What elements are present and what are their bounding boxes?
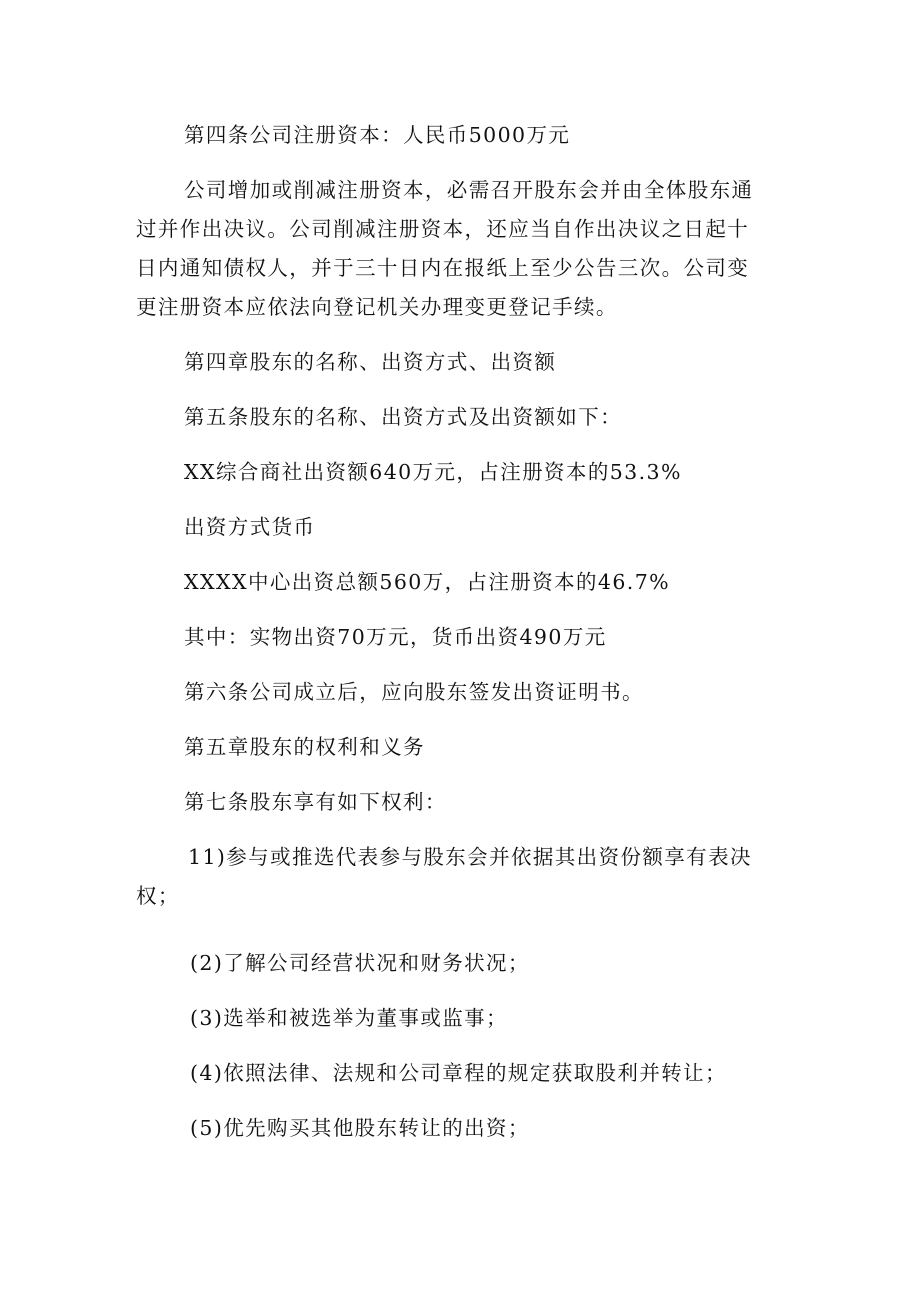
text-line: 11)参与或推选代表参与股东会并依据其出资份额享有表决 (188, 845, 752, 869)
text-line: (4)依照法律、法规和公司章程的规定获取股利并转让； (190, 1061, 727, 1085)
paragraph-article-7 (136, 783, 790, 822)
text-line: 日内通知债权人，并于三十日内在报纸上至少公告三次。公司变 (136, 256, 750, 280)
text-line: 第四条公司注册资本：人民币5000万元 (184, 123, 571, 147)
text-line: (3)选举和被选举为董事或监事； (190, 1006, 508, 1030)
text-line: 第六条公司成立后，应向股东签发出资证明书。 (184, 680, 644, 704)
paragraph-capital-change (136, 171, 790, 327)
text-line: (2)了解公司经营状况和财务状况； (190, 951, 530, 975)
text-line: 更注册资本应依法向登记机关办理变更登记手续。 (136, 295, 618, 319)
paragraph-article-4 (136, 116, 790, 155)
text-line: 公司增加或削减注册资本，必需召开股东会并由全体股东通 (184, 178, 754, 202)
chapter-5-heading (136, 728, 790, 767)
text-line: XXXX中心出资总额560万，占注册资本的46.7% (184, 570, 671, 594)
text-line: 其中：实物出资70万元，货币出资490万元 (184, 625, 607, 649)
document-body (136, 116, 790, 1164)
list-item-right-5 (136, 1109, 790, 1148)
list-item-right-3 (136, 999, 790, 1038)
paragraph-shareholder-1 (136, 453, 790, 492)
text-line: 第七条股东享有如下权利： (184, 790, 447, 814)
text-line: 过并作出决议。公司削减注册资本，还应当自作出决议之日起十 (136, 217, 750, 241)
list-item-right-2 (136, 944, 790, 983)
list-item-right-4 (136, 1054, 790, 1093)
text-line: XX综合商社出资额640万元，占注册资本的53.3% (184, 460, 682, 484)
text-line: 第四章股东的名称、出资方式、出资额 (184, 350, 557, 374)
list-item-right-1 (136, 838, 790, 916)
paragraph-shareholder-2 (136, 563, 790, 602)
text-line: (5)优先购买其他股东转让的出资； (190, 1116, 530, 1140)
text-line: 第五章股东的权利和义务 (184, 735, 425, 759)
paragraph-article-6 (136, 673, 790, 712)
text-line: 权； (136, 884, 180, 908)
paragraph-shareholder-1-method (136, 508, 790, 547)
paragraph-shareholder-2-detail (136, 618, 790, 657)
paragraph-article-5 (136, 398, 790, 437)
text-line: 出资方式货币 (184, 515, 316, 539)
text-line: 第五条股东的名称、出资方式及出资额如下： (184, 405, 622, 429)
chapter-4-heading (136, 343, 790, 382)
